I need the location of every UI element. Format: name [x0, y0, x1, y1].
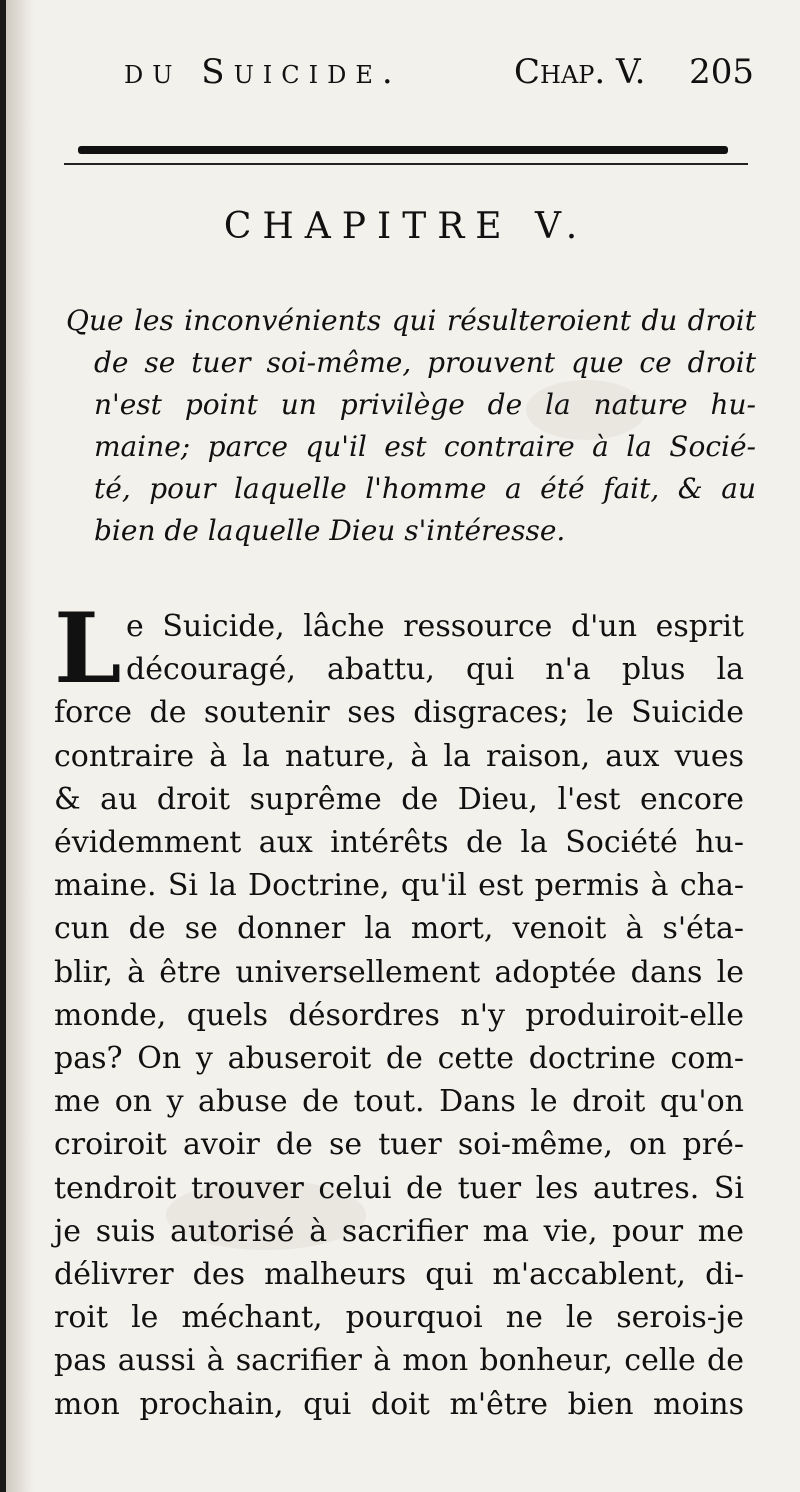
body-line: évidemment aux intérêts de la Société hu-: [54, 825, 744, 861]
body-line: force de soutenir ses disgraces; le Suicide: [54, 695, 744, 731]
running-head-title: du Suicide.: [124, 52, 402, 92]
header-rule-thick: [78, 146, 728, 154]
body-line: blir, à être universellement adoptée dans le: [54, 954, 744, 990]
body-line: je suis autorisé à sacrifier ma vie, pour me: [54, 1213, 744, 1249]
body-line: contraire à la nature, à la raison, aux vues: [54, 738, 744, 774]
body-line: croiroit avoir de se tuer soi-même, on pré-: [54, 1127, 744, 1163]
body-line: maine. Si la Doctrine, qu'il est permis à cha-: [54, 868, 744, 904]
body-line: me on y abuse de tout. Dans le droit qu'on: [54, 1084, 744, 1120]
drop-cap: L: [54, 592, 122, 705]
page-number: 205: [689, 52, 754, 92]
summary-line: de se tuer soi-même, prouvent que ce droit: [94, 346, 756, 379]
body-line: & au droit suprême de Dieu, l'est encore: [54, 781, 744, 817]
body-text: [54, 592, 744, 1426]
body-line: découragé, abattu, qui n'a plus la: [126, 652, 744, 688]
body-line: monde, quels désordres n'y produiroit-elle: [54, 997, 744, 1033]
header-rule-thin: [64, 163, 748, 165]
chapter-summary: [66, 300, 756, 552]
page-gutter: [6, 0, 34, 1492]
body-line: tendroit trouver celui de tuer les autres. Si: [54, 1170, 744, 1206]
body-line: mon prochain, qui doit m'être bien moins: [54, 1386, 744, 1422]
body-line: pas? On y abuseroit de cette doctrine com-: [54, 1041, 744, 1077]
body-line: e Suicide, lâche ressource d'un esprit: [126, 609, 744, 644]
running-head-chapter: Chap. V.: [514, 52, 646, 92]
summary-line: bien de laquelle Dieu s'intéresse.: [94, 514, 566, 547]
chapter-heading: CHAPITRE V.: [223, 206, 589, 247]
body-line: pas aussi à sacrifier à mon bonheur, celle de: [54, 1343, 744, 1379]
summary-line: Que les inconvénients qui résulteroient du droit: [66, 304, 756, 337]
summary-line: maine; parce qu'il est contraire à la Socié-: [94, 430, 756, 463]
book-page: [6, 0, 800, 1492]
running-head: [124, 52, 754, 96]
body-line: délivrer des malheurs qui m'accablent, di-: [54, 1257, 744, 1293]
body-line: cun de se donner la mort, venoit à s'éta-: [54, 911, 744, 947]
body-line: roit le méchant, pourquoi ne le serois-je: [54, 1300, 744, 1336]
summary-line: n'est point un privilège de la nature hu-: [94, 388, 756, 421]
summary-line: té, pour laquelle l'homme a été fait, & au: [94, 472, 756, 505]
